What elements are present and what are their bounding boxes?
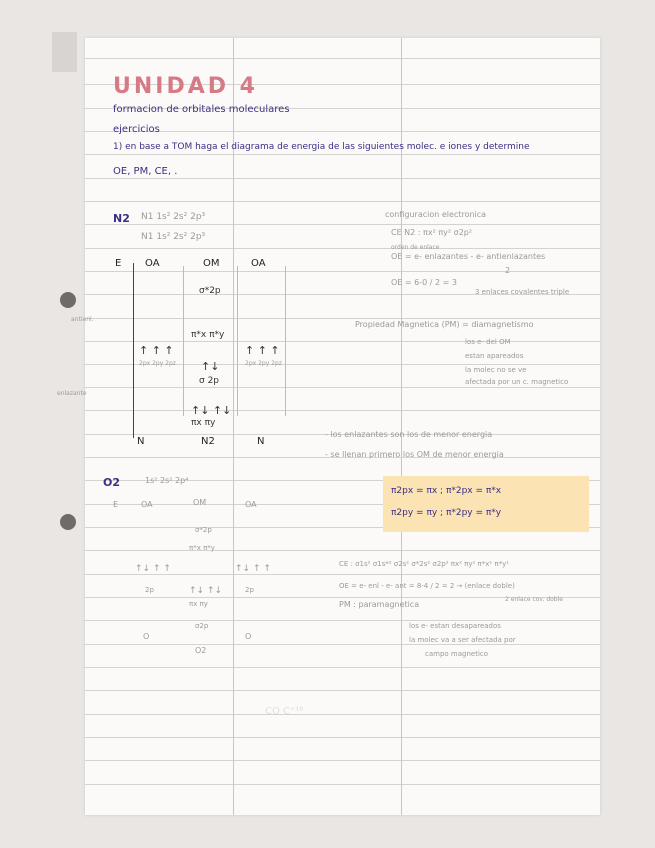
section-label: ejercicios	[113, 124, 160, 135]
o2-pm-2: la molec va a ser afectada por	[409, 636, 516, 644]
n2-sigma: σ 2p	[199, 376, 220, 386]
punch-hole-bottom	[60, 514, 76, 530]
o2-sigma-star: σ*2p	[195, 526, 212, 534]
o2-col-oa-left: OA	[141, 500, 153, 509]
punch-hole-top	[60, 292, 76, 308]
o2-left-arrows: ↑↓ ↑ ↑	[135, 564, 171, 574]
n2-col-om: OM	[203, 258, 220, 269]
n2-heading: N2	[113, 212, 130, 225]
instruction-2: OE, PM, CE, .	[113, 166, 178, 177]
o2-col-om: OM	[193, 498, 207, 507]
o2-foot-mid: O2	[195, 646, 207, 655]
n2-note-oe-formula: OE = e- enlazantes - e- antienlazantes	[391, 252, 546, 261]
n2-foot-left: N	[137, 436, 145, 447]
side-label-antienlazante: antienl.	[71, 316, 94, 323]
page-title: UNIDAD 4	[113, 74, 258, 99]
n2-note-pm-1: los e- del OM	[465, 338, 511, 346]
n2-note-oe-small: orden de enlace	[391, 244, 440, 251]
n2-right-orbitals: 2px 2py 2pz	[245, 360, 282, 367]
notebook-page	[57, 38, 600, 815]
n2-rule-1: - los enlazantes son los de menor energia	[325, 430, 493, 439]
n2-note-oe-result: 3 enlaces covalentes triple	[475, 288, 570, 296]
energy-axis-label: E	[115, 258, 122, 269]
subtitle: formacion de orbitales moleculares	[113, 104, 290, 115]
o2-pi-arrows: ↑↓ ↑↓	[189, 586, 223, 596]
o2-oe-note: 2 enlace cov. doble	[505, 596, 563, 603]
n2-note-pm-3: la molec no se ve	[465, 366, 527, 374]
n2-note-pm: Propiedad Magnetica (PM) = diamagnetismo	[355, 320, 534, 329]
o2-pi: πx πy	[189, 600, 208, 608]
o2-heading: O2	[103, 476, 121, 489]
n2-config-2: N1 1s² 2s² 2p³	[141, 232, 206, 242]
n2-note-pm-4: afectada por un c. magnetico	[465, 378, 569, 386]
n2-note-config: configuracion electronica	[385, 210, 487, 219]
n2-col-oa-left: OA	[145, 258, 160, 269]
n2-sigma-arrows: ↑↓	[201, 360, 220, 373]
side-label-enlazante: enlazante	[57, 390, 87, 397]
o2-box-line-1: π2px = πx ; π*2px = π*x	[391, 486, 502, 496]
instruction: 1) en base a TOM haga el diagrama de energia de las siguientes molec. e iones y determine	[113, 142, 530, 152]
o2-sigma: σ2p	[195, 622, 209, 630]
o2-highlight-box	[383, 476, 589, 532]
n2-col-oa-right: OA	[251, 258, 266, 269]
n2-foot-mid: N2	[201, 436, 215, 447]
n2-note-ce: CE N2 : πx² πy² σ2p²	[391, 228, 473, 237]
o2-right-sub: 2p	[245, 586, 254, 594]
n2-right-arrows: ↑ ↑ ↑	[245, 344, 280, 357]
energy-axis	[133, 263, 134, 438]
o2-col-e: E	[113, 500, 119, 509]
o2-pm-1: los e- estan desapareados	[409, 622, 501, 630]
n2-left-orbitals: 2px 2py 2pz	[139, 360, 176, 367]
o2-foot-left: O	[143, 632, 150, 641]
n2-note-oe-calc: OE = 6-0 / 2 = 3	[391, 278, 457, 287]
n2-note-oe-div: 2	[505, 266, 511, 275]
n2-config-1: N1 1s² 2s² 2p³	[141, 212, 206, 222]
paper-tab	[52, 32, 77, 72]
o2-pm-3: campo magnetico	[425, 650, 489, 658]
n2-pi-arrows: ↑↓ ↑↓	[191, 404, 232, 417]
o2-left-sub: 2p	[145, 586, 154, 594]
n2-left-arrows: ↑ ↑ ↑	[139, 344, 174, 357]
n2-foot-right: N	[257, 436, 265, 447]
n2-note-pm-2: estan apareados	[465, 352, 524, 360]
n2-sigma-star: σ*2p	[199, 286, 221, 296]
n2-pi: πx πy	[191, 418, 216, 428]
o2-pi-star: π*x π*y	[189, 544, 215, 552]
o2-foot-right: O	[245, 632, 252, 641]
n2-pi-star: π*x π*y	[191, 330, 225, 340]
o2-config: 1s² 2s² 2p⁴	[145, 476, 189, 485]
o2-ce: CE : σ1s² σ1s*² σ2s² σ*2s² σ2p² πx² πy² π*x¹ π*y¹	[339, 560, 510, 568]
o2-oe: OE = e- enl - e- ant = 8-4 / 2 = 2 → (enlace doble)	[339, 582, 515, 590]
margin-line-left	[233, 38, 234, 815]
faint-bleedthrough: CO C⁺¹⁸	[265, 706, 304, 717]
o2-col-oa-right: OA	[245, 500, 257, 509]
o2-pm: PM : paramagnetica	[339, 600, 420, 609]
margin-line-right	[401, 38, 402, 815]
n2-rule-2: - se llenan primero los OM de menor energia	[325, 450, 504, 459]
o2-box-line-2: π2py = πy ; π*2py = π*y	[391, 508, 502, 518]
o2-right-arrows: ↑↓ ↑ ↑	[235, 564, 271, 574]
